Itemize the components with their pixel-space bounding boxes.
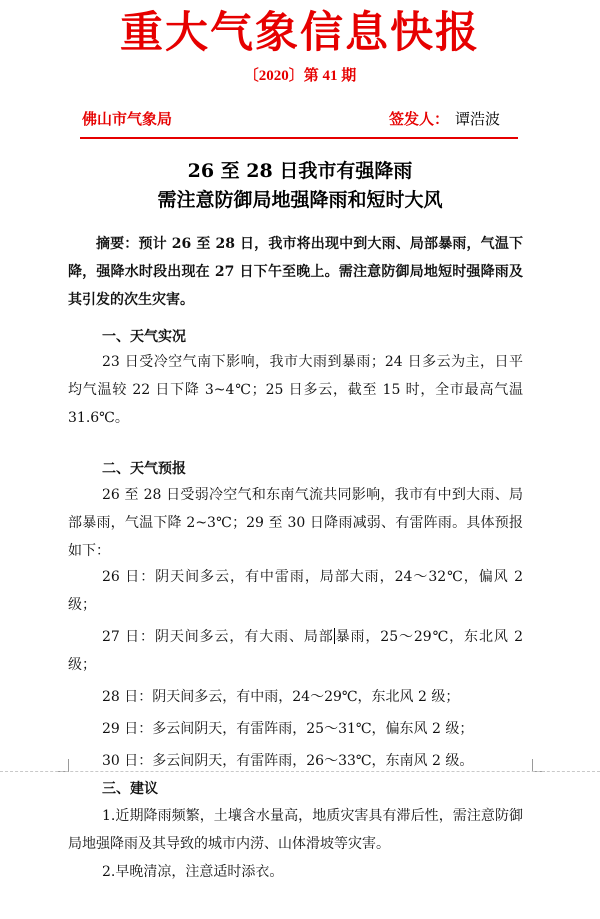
issuer-name: 佛山市气象局 [82, 110, 173, 128]
forecast-day-27 [68, 623, 523, 679]
observations-paragraph: 23 日受冷空气南下影响，我市大雨到暴雨；24 日多云为主，日平均气温较 22 日下降 3~4℃；25 日多云，截至 15 时，全市最高气温 31.6℃。 [68, 354, 523, 426]
forecast-day-29: 29 日：多云间阴天，有雷阵雨，25～31℃，偏东风 2 级； [102, 721, 474, 737]
forecast-day-28: 28 日：阴天间多云，有中雨，24～29℃，东北风 2 级； [102, 689, 460, 705]
forecast-day-27-part-b: 暴雨，25～29℃，东北风 2 级； [68, 629, 523, 673]
forecast-day-30: 30 日：多云间阴天，有雷阵雨，26～33℃，东南风 2 级。 [102, 753, 474, 769]
summary-paragraph [68, 230, 523, 314]
headline-line-1: 26 至 28 日我市有强降雨 [187, 160, 413, 182]
summary-label: 摘要： [96, 236, 139, 252]
forecast-intro-paragraph: 26 至 28 日受弱冷空气和东南气流共同影响，我市有中到大雨、局部暴雨，气温下降 2~3℃；29 至 30 日降雨减弱、有雷阵雨。具体预报如下： [68, 487, 523, 559]
forecast-day-27-part-a: 27 日：阴天间多云，有大雨、局部 [102, 629, 334, 645]
signer-label: 签发人： [388, 110, 449, 128]
forecast-day-26: 26 日：阴天间多云，有中雷雨，局部大雨，24～32℃，偏风 2 级； [68, 569, 523, 613]
advice-item-1: 1.近期降雨频繁，土壤含水量高，地质灾害具有滞后性，需注意防御局地强降雨及其导致的城市内涝、山体滑坡等灾害。 [68, 808, 523, 852]
signer-block [389, 108, 500, 130]
headline-line-2: 需注意防御局地强降雨和短时大风 [157, 189, 443, 211]
section-heading-advice: 三、建议 [102, 781, 158, 797]
advice-list [68, 802, 523, 886]
advice-item-2: 2.早晚清凉，注意适时添衣。 [102, 864, 284, 880]
section-heading-observations: 一、天气实况 [102, 329, 186, 345]
issue-number: 〔2020〕第 41 期 [243, 68, 357, 84]
bulletin-title: 重大气象信息快报 [120, 8, 480, 58]
header-divider [80, 137, 518, 139]
signer-name: 谭浩波 [454, 110, 500, 128]
summary-text: 预计 26 至 28 日，我市将出现中到大雨、局部暴雨，气温下降，强降水时段出现在 27 日下午至晚上。需注意防御局地短时强降雨及其引发的次生灾害。 [68, 236, 523, 308]
section-heading-forecast: 二、天气预报 [102, 461, 186, 477]
forecast-list [68, 563, 523, 779]
page-break-divider [0, 771, 600, 772]
